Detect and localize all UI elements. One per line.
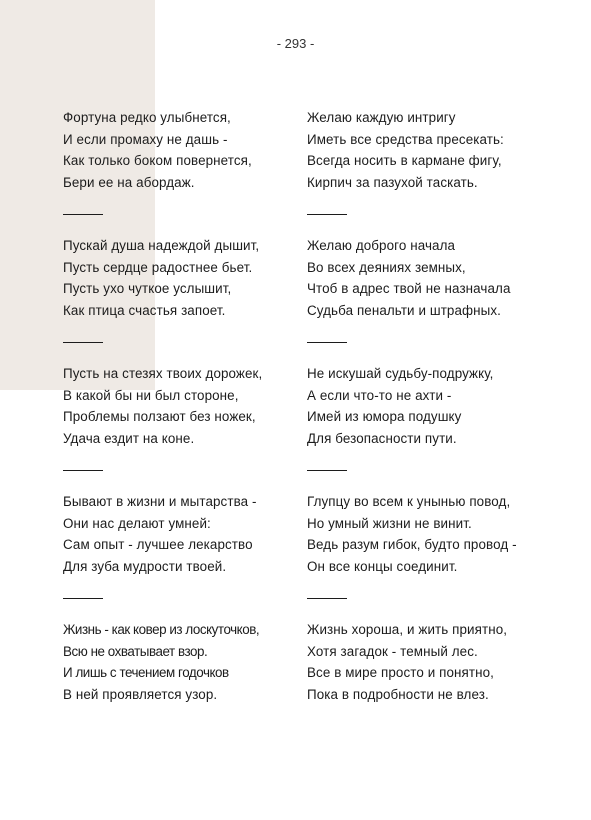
verse-line: Кирпич за пазухой таскать. xyxy=(307,174,478,190)
stanza xyxy=(307,363,567,491)
verse-line: Иметь все средства пресекать: xyxy=(307,131,504,147)
verse-line: Он все концы соединит. xyxy=(307,558,458,574)
verse-line: Не искушай судьбу-подружку, xyxy=(307,366,494,381)
verse-line: Для зуба мудрости твоей. xyxy=(63,558,227,574)
stanza xyxy=(307,107,567,235)
verse-line: Бывают в жизни и мытарства - xyxy=(63,494,257,509)
stanza-divider xyxy=(63,598,103,599)
stanza xyxy=(63,363,293,491)
stanza-divider xyxy=(307,598,347,599)
verse-line: Глупцу во всем к унынью повод, xyxy=(307,494,511,509)
verse-line: Ведь разум гибок, будто провод - xyxy=(307,537,517,553)
left-column xyxy=(63,107,293,747)
stanza-divider xyxy=(307,470,347,471)
verse-line: Желаю доброго начала xyxy=(307,238,456,253)
stanza-divider xyxy=(307,342,347,343)
stanza xyxy=(63,235,293,363)
verse-line: Но умный жизни не винит. xyxy=(307,515,472,531)
stanza xyxy=(307,491,567,619)
verse-line: Жизнь - как ковер из лоскуточков, xyxy=(63,622,260,637)
verse-line: Как птица счастья запоет. xyxy=(63,302,226,318)
verse-line: Для безопасности пути. xyxy=(307,430,457,446)
stanza-divider xyxy=(63,214,103,215)
stanza-divider xyxy=(63,342,103,343)
verse-line: Всегда носить в кармане фигу, xyxy=(307,153,502,169)
stanza xyxy=(307,619,567,747)
verse-line: Сам опыт - лучшее лекарство xyxy=(63,537,253,553)
verse-line: И если промаху не дашь - xyxy=(63,131,228,147)
right-column xyxy=(307,107,567,747)
verse-line: Все в мире просто и понятно, xyxy=(307,665,494,681)
verse-line: Пока в подробности не влез. xyxy=(307,686,489,702)
verse-line: Чтоб в адрес твой не назначала xyxy=(307,281,511,297)
verse-line: Желаю каждую интригу xyxy=(307,110,456,125)
verse-line: В ней проявляется узор. xyxy=(63,686,218,702)
verse-line: Хотя загадок - темный лес. xyxy=(307,643,478,659)
verse-line: Пусть сердце радостнее бьет. xyxy=(63,259,253,275)
stanza xyxy=(63,107,293,235)
stanza-divider xyxy=(63,470,103,471)
verse-line: Всю не охватывает взор. xyxy=(63,643,208,659)
verse-line: Бери ее на абордаж. xyxy=(63,174,195,190)
verse-line: Жизнь хороша, и жить приятно, xyxy=(307,622,508,637)
verse-line: Пусть на стезях твоих дорожек, xyxy=(63,366,263,381)
verse-line: Удача ездит на коне. xyxy=(63,430,195,446)
verse-line: Во всех деяниях земных, xyxy=(307,259,466,275)
stanza xyxy=(307,235,567,363)
stanza xyxy=(63,619,293,747)
stanza-divider xyxy=(307,214,347,215)
verse-line: Судьба пенальти и штрафных. xyxy=(307,302,501,318)
verse-line: Проблемы ползают без ножек, xyxy=(63,409,256,425)
verse-line: А если что-то не ахти - xyxy=(307,387,452,403)
verse-line: Имей из юмора подушку xyxy=(307,409,462,425)
verse-line: Фортуна редко улыбнется, xyxy=(63,110,231,125)
verse-line: Пускай душа надеждой дышит, xyxy=(63,238,260,253)
verse-line: Они нас делают умней: xyxy=(63,515,211,531)
verse-line: И лишь с течением годочков xyxy=(63,665,229,681)
verse-line: Пусть ухо чуткое услышит, xyxy=(63,281,232,297)
stanza xyxy=(63,491,293,619)
verse-line: В какой бы ни был стороне, xyxy=(63,387,239,403)
verse-line: Как только боком повернется, xyxy=(63,153,252,169)
page-number: - 293 - xyxy=(276,36,315,51)
